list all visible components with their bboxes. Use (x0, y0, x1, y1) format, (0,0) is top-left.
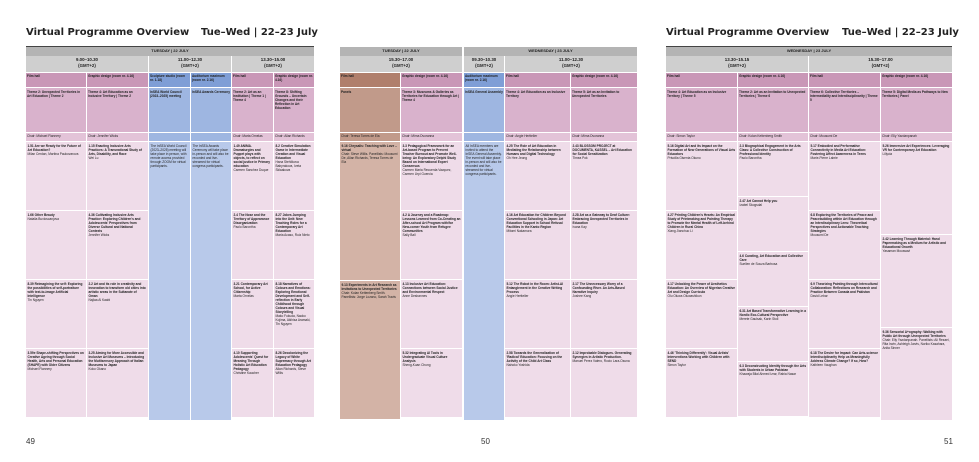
programme-column (274, 47, 314, 421)
chair-label: Chair: Teresa Torres de Ela (340, 133, 400, 141)
session-cell[interactable] (738, 362, 808, 416)
session-title: 6.9 Theorizing Painting through Intercultural Collaboration: Reflections on Research and Practice Between Canada and Pakistan (810, 282, 878, 294)
programme-column (666, 47, 737, 421)
session-cell[interactable] (881, 142, 952, 234)
session-title: 1.51 Are we Ready for the Future of Art Education? (27, 144, 81, 152)
chair-label: Chair: Angie Hertteller (505, 133, 570, 141)
session-cell[interactable] (149, 142, 190, 420)
theme-label: InSEA General Assembly (464, 88, 504, 132)
session-presenters: Milan Cerdan, Martina Paukovarova (27, 152, 79, 156)
session-cell[interactable] (571, 211, 637, 279)
programme-column (340, 47, 400, 421)
session-cell[interactable] (505, 349, 570, 417)
session-title: 9.16 Chrysalis: Teaching with Love – virtual (341, 144, 397, 152)
programme-column (401, 47, 462, 421)
programme-column (881, 47, 952, 421)
session-title: 8.39 Reimagining the self: Exploring the possibilities of self-portraiture with text-to-image Artificial Intelligence (27, 282, 83, 298)
venue-label: Graphic design (room nr. 4.16) (274, 73, 314, 87)
schedule-grid-page-51 (666, 47, 952, 421)
theme-label: Theme 5: Art as an Invitation to Unexpected Territories (571, 88, 637, 132)
session-cell[interactable] (571, 280, 637, 348)
programme-column (809, 47, 880, 421)
session-presenters: Sheng-Kuan Chung (402, 363, 431, 367)
chair-label: Chair: Elly Yazdanpanah (881, 133, 952, 141)
session-title: 1.15 Enacting Inclusive Arts Practices: A Transnational Study of Arts, Disability, and Race (88, 144, 142, 156)
time-slot-header: 13.30–15.00 (GMT+2) (232, 56, 314, 72)
session-presenters: Simon Taylor (667, 363, 686, 367)
session-cell[interactable] (809, 142, 880, 210)
session-presenters: Izabel Skogsdal (739, 203, 763, 207)
chair-label: Chair: Mirna Dvoranna (401, 133, 462, 141)
session-cell[interactable] (464, 142, 504, 420)
session-title: 4.46 'Thinking Differently': Visual Artists' Interventions Working with Children with SEND (667, 351, 730, 363)
session-title: 5.16 Digital Art and its Impact on the Formation of New Generations of Visual Arts Educators (667, 144, 736, 156)
session-title: 2.47 Art Cannot Help you (739, 199, 778, 203)
programme-column (87, 47, 148, 421)
session-title: 2.42 Learning Through Material: Hand Papermaking as a Medium for Artistic and Educational Growth (882, 237, 946, 249)
session-title: 8.18 Narratives of Colours and Emotions: Exploring Emotional Development and Self-reflection in Early Childhood through Colours and Visual Storytelling (275, 282, 311, 314)
theme-label: Theme 2: Unexpected Territories in Art Education | Theme 2 (26, 88, 86, 132)
session-title: 2.3 Biographical Engagement in the Arts Class: A Collective Construction of Professional Identity (739, 144, 801, 156)
venue-label: Graphic design (room nr. 4.16) (401, 73, 462, 87)
session-presenters: Khawaja Bilal Ahmed Izrar, Rabia Nasar (739, 372, 797, 376)
venue-label: Graphic design (room nr. 4.16) (87, 73, 148, 87)
session-cell[interactable] (666, 280, 737, 348)
programme-column (232, 47, 273, 421)
session-cell[interactable] (666, 211, 737, 279)
session-cell[interactable] (340, 142, 400, 280)
theme-label: Theme 8: Shifting Grounds – Uncertain Changes and their Reflection in Art Education (274, 88, 314, 132)
session-presenters: Joshee Kang (572, 294, 592, 298)
programme-column (149, 47, 190, 421)
venue-label: Auditorium maximum (room nr. 2.16) (191, 73, 231, 87)
session-title: 4.6 Curating, Art Education and Collective Care (739, 254, 803, 262)
time-slot-header: 9.00–10.30 (GMT+2) (26, 56, 148, 72)
session-title: 6.3 Deconstructing Identity through the Arts with Students in Urban Pakistan (739, 364, 807, 372)
session-title: 4.25 The Role of Art Education in Mediating the Relationship between Humans and Digital Technology (506, 144, 561, 156)
session-cell[interactable] (738, 142, 808, 196)
session-title: 6.18 The Desire for Impact: Can Arts-science Interdisciplinarity Help us Meaningfully Address Climate Change? If so, How? (810, 351, 879, 363)
session-title: 3.3 Pedagogical Framework for an Art-based Program to Prevent Teacher Burnout and Promote Well-being: An Exploratory Delphi Study Based on International Expert Consensus (402, 144, 457, 168)
session-presenters: Yasaman Moussavi (882, 249, 911, 253)
venue-label: Film hall (666, 73, 737, 87)
venue-label: Graphic design (room nr. 4.16) (571, 73, 637, 87)
chair-label: Chair: Kolan Kettenberg Smith (738, 133, 808, 141)
session-presenters: Jennifer Wicks (88, 233, 110, 237)
session-presenters: David Lebar (810, 294, 828, 298)
chair-label: Chair: Simon Taylor (666, 133, 737, 141)
venue-label: Film hall (505, 73, 570, 87)
chair-label: Chair: Allan Richards (274, 133, 314, 141)
session-presenters: Najlaa Al Kaabi (88, 298, 111, 302)
session-cell[interactable] (26, 280, 86, 348)
session-presenters: Olu Oluwa Oluwashikun (667, 294, 702, 298)
session-cell[interactable] (232, 349, 273, 417)
session-presenters: Sally Ball (402, 233, 416, 237)
session-cell[interactable] (232, 280, 273, 348)
session-title: 3.25 Aiming for More Accessible and Inclusive Art Museums – Introducing the Multisensory Approach of Italian Museums to Japan (88, 351, 145, 367)
session-cell[interactable] (87, 280, 148, 348)
session-presenters: Manuel Perez Valero, Rocio Lara-Osuna (572, 359, 630, 363)
session-title: 1.66 Other Beauty (27, 213, 55, 217)
session-title: 6.8 Exploring the Territories of Peace and Peacebuilding within Art Education through an Interdisciplinary Lens: Theoretical Perspectives and Actionable Teaching Strategies (810, 213, 877, 233)
page-title-right: Virtual Programme Overview (666, 27, 830, 38)
session-presenters: Kathleen Vaughan (810, 363, 837, 367)
session-presenters: All InSEA members are invited to attend the InSEA General Assembly. The event will take place in-person and will also be recorded and live-streamed for virtual congress participants. (465, 144, 502, 176)
session-title: 6.31 Art Based Transformative Learning in a Nordic Eco-Cultural Perspective (739, 309, 806, 317)
session-presenters: Marta Ornelas (233, 294, 254, 298)
schedule-grid-page-50 (340, 47, 637, 421)
programme-column (505, 47, 570, 421)
chair-label: Chair: Mirna Dvoranna (571, 133, 637, 141)
session-cell[interactable] (881, 235, 952, 327)
session-presenters: Mousumi De (810, 233, 829, 237)
session-title: 1.49 ANIMA. Dramaturgies and Puppet plays with objects, to reflect on social justice in Primary education (233, 144, 270, 168)
theme-label: Panels (340, 88, 400, 132)
session-cell[interactable] (738, 252, 808, 306)
session-presenters: Maria Acaso, Ruiz Nieto (275, 233, 310, 237)
session-presenters: Nahoko Yoshida (506, 363, 530, 367)
session-presenters: Christine Kaucher (233, 371, 259, 375)
chair-label: Chair: Mousumi De (809, 133, 880, 141)
session-title: 8.27 Jokes Jumping into the Unit: New Teaching Roles for a Contemporary Art Education (275, 213, 307, 233)
theme-label: Theme 4: Art Education as an Inclusive Territory | Theme 2 (87, 88, 148, 132)
session-cell[interactable] (232, 211, 273, 279)
venue-label: Auditorium maximum (room nr. 2.16) (464, 73, 504, 87)
programme-column (571, 47, 637, 421)
venue-label: Graphic design (room nr. 4.16) (738, 73, 808, 87)
programme-column (191, 47, 231, 421)
session-presenters: Allan Richards, Steve Willis (275, 367, 306, 375)
time-slot-header: 11.00–12.30 (GMT+2) (149, 56, 231, 72)
page-dates-left: Tue–Wed | 22–23 July (201, 27, 318, 38)
session-cell[interactable] (571, 349, 637, 417)
session-cell[interactable] (809, 349, 880, 417)
session-title: 8.26 Decolonizing the Legacy of White Supremacy through Art Education Pedagogy (275, 351, 311, 367)
chair-label: Chair: Michael Flannery (26, 133, 86, 141)
chair-label (149, 133, 190, 141)
session-cell[interactable] (401, 142, 462, 210)
session-title: 2.4 The Nose and the Territory of Appearance Disorganization (233, 213, 270, 225)
venue-label: Graphic design (room nr. 4.16) (881, 73, 952, 87)
session-title: 9.36 Sensorial A+ography: Walking with Public Art through Unexpected Territories (882, 330, 946, 338)
session-title: 2.17 The Unnecessary Worry of a Confounding River. An Arts-Based Narrative Inquiry (572, 282, 625, 294)
session-title: 4.16 Art Education for Children Beyond Conventional Schooling in Japan: Art Education Support in School Refusal Facilities in the Kanto Region (506, 213, 566, 229)
session-presenters: Oh Hee Jeong (506, 156, 528, 160)
day-header: WEDNESDAY | 23 JULY (666, 47, 952, 56)
page-title-left: Virtual Programme Overview (26, 27, 190, 38)
session-presenters: Carmen Maria Recuerda Vazquez, Carmen Urpi Guercia (402, 168, 452, 176)
theme-label: Theme 6: Collective Territories – Intermediality and Interdisciplinarity | Theme 5 (809, 88, 880, 132)
venue-label: Sculpture studio (room nr. 1.18) (149, 73, 190, 87)
page-number-50: 50 (481, 437, 490, 446)
page-number-49: 49 (26, 437, 35, 446)
session-cell[interactable] (26, 142, 86, 210)
session-cell[interactable] (191, 142, 231, 420)
session-cell[interactable] (738, 197, 808, 251)
session-presenters: Ivana Kay (572, 225, 587, 229)
session-title: 2.28 Art as a Gateway to Deaf Culture: Embracing Unexpected Territories in Education (572, 213, 630, 225)
session-presenters: Lillycia (882, 152, 893, 156)
session-cell[interactable] (87, 211, 148, 279)
session-title: 9.13 Experiments in Art Research as Invitations to Unexpected Territories (341, 283, 397, 291)
session-cell[interactable] (666, 142, 737, 210)
session-presenters: Merete Gaulsak, Karin Stoll (739, 317, 779, 321)
chair-label: Chair: Marta Ornelas (232, 133, 273, 141)
day-header: TUESDAY | 22 JULY (26, 47, 314, 56)
session-title: 4.10 Supporting Adolescents' Quest for Meaning Through Holistic Art Education Pedagogy (233, 351, 269, 371)
session-cell[interactable] (738, 307, 808, 361)
session-cell[interactable] (809, 211, 880, 279)
session-cell[interactable] (666, 349, 737, 417)
session-cell[interactable] (401, 280, 462, 348)
programme-column (464, 47, 504, 421)
session-title: 5.17 Embodied and Performative Connectivity in Media Art Education: Fostering Affect Awareness in Teens (810, 144, 866, 156)
schedule-grid-page-49 (26, 47, 314, 421)
time-slot-header: 09.30–10.30 (GMT+2) (464, 56, 504, 72)
session-presenters: Anne Desbannes (402, 294, 427, 298)
day-header: WEDNESDAY | 23 JULY (464, 47, 637, 56)
session-presenters: Chair: Steve Willis. Panellists: Mousumi De, Allan Richards, Teresa Torres de Ela (341, 152, 398, 164)
theme-label: Theme 2: Art as an Invitation to Unexpected Territories | Theme 6 (738, 88, 808, 132)
theme-label: Theme 4: Art Education as an Inclusive Territory | Theme 5 (666, 88, 737, 132)
session-presenters: Timea Pok (572, 156, 588, 160)
programme-column (26, 47, 86, 421)
session-title: 8.2 Creative Simulation Game in Intermediate Creation and Visual Education (275, 144, 311, 160)
session-presenters: Angie Hertteller (506, 294, 529, 298)
session-title: 4.2 A Journey and a Roadmap: Lessons Learned from Co-Creating an After-school Art Program with/for New-comer Youth from Refugee Communities (402, 213, 461, 233)
session-cell[interactable] (274, 211, 314, 279)
session-cell[interactable] (809, 280, 880, 348)
session-cell[interactable] (87, 349, 148, 417)
theme-label: InSEA World Council (2023–2025) meeting (149, 88, 190, 132)
session-cell[interactable] (401, 349, 462, 417)
session-title: 4.13 Inclusive Art Education: Connections between Social Justice and Environmental Respect (402, 282, 458, 294)
chair-label (464, 133, 504, 141)
session-presenters: Hana Stehlikova Babyrakova, Iveta Sklaakova (275, 160, 302, 172)
session-presenters: Natalia Buvloscanjova (27, 217, 59, 221)
session-cell[interactable] (505, 280, 570, 348)
session-cell[interactable] (26, 349, 86, 417)
time-slot-header: 15.30–17.00 (GMT+2) (340, 56, 462, 72)
session-title: 2.58 Towards the Generalization of 'Radical' Education: Focusing on the Activity of the Child Art Class (506, 351, 563, 363)
venue-label: Film hall (809, 73, 880, 87)
session-cell[interactable] (881, 328, 952, 420)
time-slot-header: 15.30–17.00 (GMT+2) (809, 56, 952, 72)
programme-column (738, 47, 808, 421)
session-presenters: Marie-Pierre Labrie (810, 156, 838, 160)
session-title: 3.21 Contemporary Art School, for Active Citizenship (233, 282, 268, 294)
session-title: 2.2 Art and its role in creativity and innovation to transform old cities into artistic areas in the Sultanate of Oman (88, 282, 146, 298)
session-cell[interactable] (401, 211, 462, 279)
venue-label: Film hall (26, 73, 86, 87)
session-cell[interactable] (87, 142, 148, 210)
session-presenters: Mako Fukuda, Naoko Kojima, Akihisa Aramaki, Tin Nguyen (275, 314, 311, 326)
session-presenters: Paolo Barontha (233, 225, 256, 229)
session-title: 3.59e Shape-shifting Perspectives on Creative Ageing through Social Health, Arts and Personal Education (SHAPE) with Older Citizens (27, 351, 84, 367)
session-title: 4.27 Printing Children's Hearts: An Empirical Study of Printmaking and Painting Therapy to Promote the Mental Health of Left-behind Children in Rural China (667, 213, 736, 229)
theme-label: Theme 5: Digital Media as Pathways to New Territories | Panel (881, 88, 952, 132)
page-dates-right: Tue–Wed | 22–23 July (842, 27, 959, 38)
session-cell[interactable] (274, 349, 314, 417)
session-cell[interactable] (571, 142, 637, 210)
theme-label: Theme 2: Art as an Institution | Theme 1 | Theme 4 (232, 88, 273, 132)
session-cell[interactable] (274, 280, 314, 348)
session-presenters: Xiang Jianchuo Li (667, 229, 693, 233)
session-title: 4.36 Cultivating Inclusive Arts Practice: Exploring Children's and Adolescents' Perspectives from Diverse Cultural and National Contexts (88, 213, 141, 233)
theme-label: InSEA Awards Ceremony (191, 88, 231, 132)
session-cell[interactable] (26, 211, 86, 279)
session-title: 4.17 Unlocking the Power of Aesthetics Education: An Overview of Nigerian Creative Art and Design Curricula (667, 282, 736, 294)
session-title: 5.12 The Robot in the Room: Artist-AI Entanglement in the Creative Writing Process (506, 282, 564, 294)
session-presenters: The InSEA World Council (2023–2025) meeting will take place in person, with remote access provided through ZOOM for virtual participants. (150, 144, 187, 168)
session-title: 5.26 Immersive Art Experiences: Leveraging VR for Contemporary Art Education (882, 144, 950, 152)
venue-label: Film hall (340, 73, 400, 87)
theme-label: Theme 4: Art Education as an Inclusive Territory (505, 88, 570, 132)
session-presenters: Chair: Kolan Kettenberg Smith. Panellists: Jorge Lozano, Sarah Travis (341, 291, 396, 299)
session-cell[interactable] (505, 211, 570, 279)
session-title: 5.32 Integrating AI Tools in Undergraduate Visual Culture Analysis (402, 351, 448, 363)
venue-label: Film hall (232, 73, 273, 87)
session-cell[interactable] (232, 142, 273, 210)
session-presenters: Koko Okano (88, 367, 107, 371)
theme-label: Theme 3: Museums & Galleries as Territories for Education through Art | Theme 4 (401, 88, 462, 132)
page-number-51: 51 (944, 437, 953, 446)
session-presenters: Tin Nguyen (27, 298, 44, 302)
time-slot-header: 11.00–12.30 (GMT+2) (505, 56, 637, 72)
session-presenters: The InSEA Awards Ceremony will take place in-person and will also be recorded and live-streamed for virtual congress participants. (192, 144, 229, 168)
session-presenters: Mitomi Nakamura (506, 229, 532, 233)
session-presenters: Chair: Elly Yazdanpanah. Panellists: Ali Rezaei, Rita Irwin, Ashleigh Jarvis, Noriko Kasahara, Anita Sinner (882, 338, 950, 350)
session-title: 2.43 BLOSSOM PROJECT at DOCUMENTA, KASSEL – Art Education for Social Sensitization (572, 144, 632, 156)
session-presenters: Priscilla Gisenta Okuno (667, 156, 701, 160)
session-cell[interactable] (274, 142, 314, 210)
day-header: TUESDAY | 22 JULY (340, 47, 462, 56)
session-cell[interactable] (340, 281, 400, 419)
chair-label (191, 133, 231, 141)
session-presenters: Paolo Barontha (739, 156, 762, 160)
time-slot-header: 13.30–15.15 (GMT+2) (666, 56, 808, 72)
session-presenters: Suellen de Souza Barbosa (739, 262, 778, 266)
chair-label: Chair: Jennifer Wicks (87, 133, 148, 141)
session-title: 2.12 Improbable Dialogues. Generating Synergies in Artistic Production. (572, 351, 632, 359)
session-presenters: Wei Lu (88, 156, 99, 160)
session-cell[interactable] (505, 142, 570, 210)
session-presenters: Carmen Sanchez Duque (233, 168, 269, 172)
session-presenters: Michael Flannery (27, 367, 52, 371)
